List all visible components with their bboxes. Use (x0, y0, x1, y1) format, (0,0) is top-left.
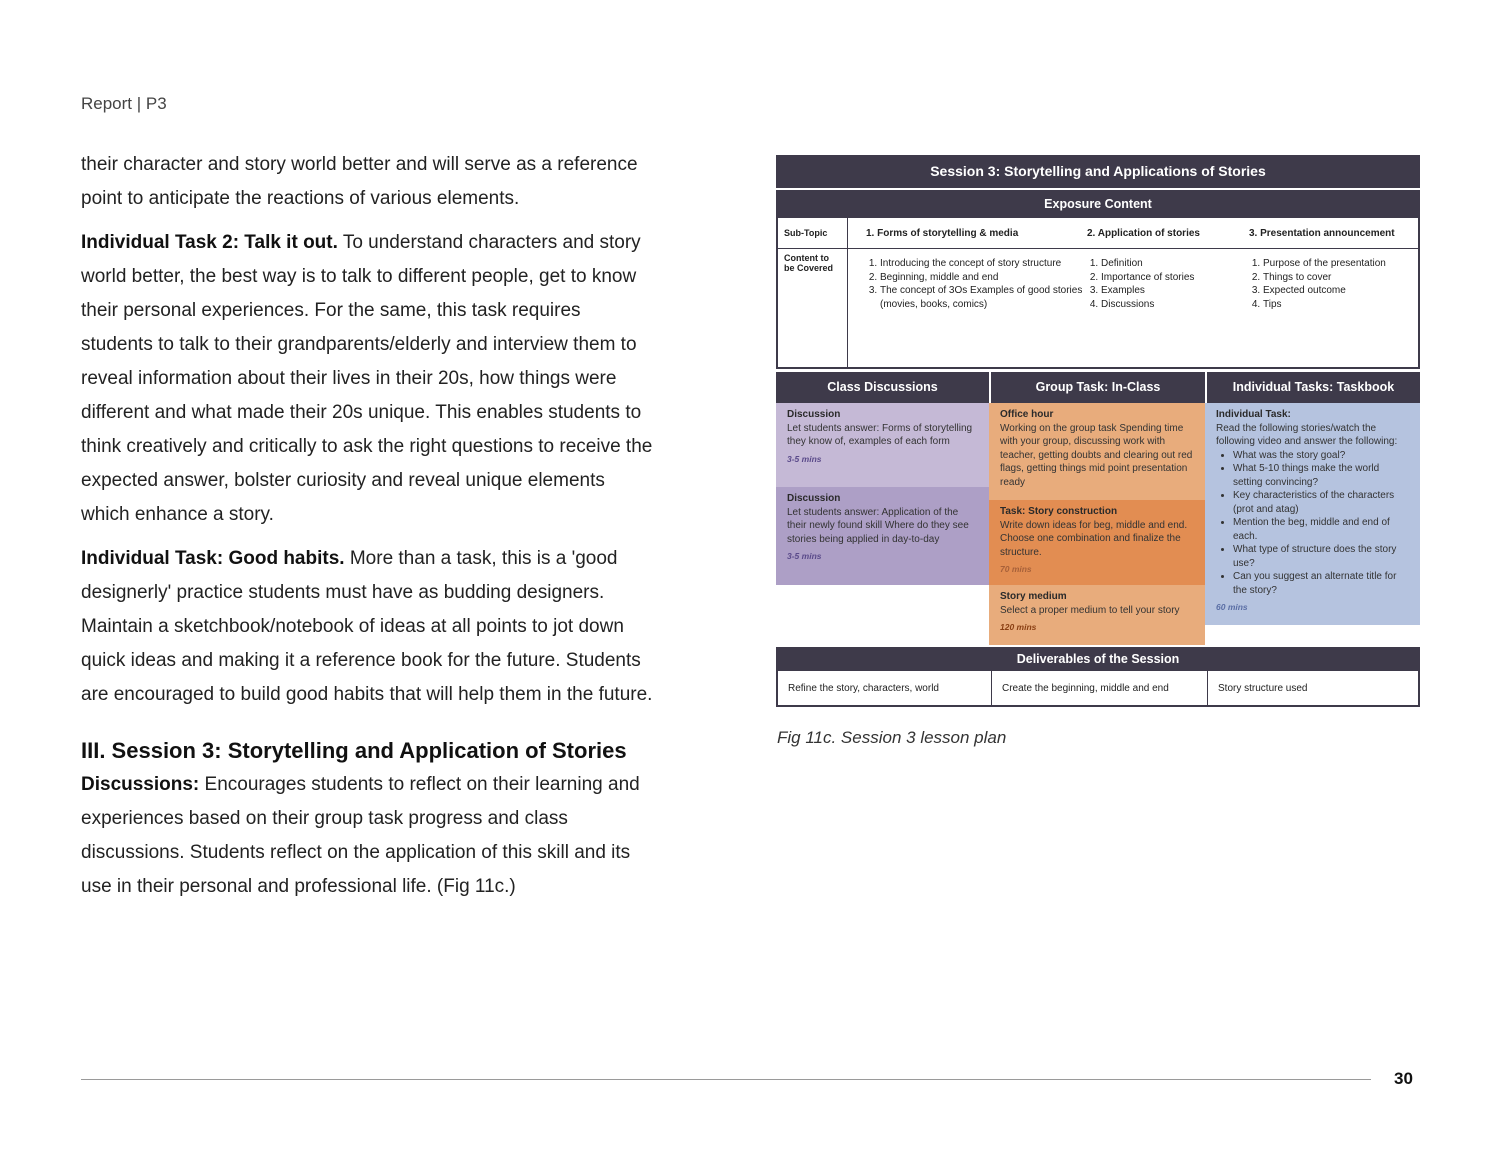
list-item: • What 5-10 things make the world setting convincing? (1233, 462, 1410, 489)
block-text: Select a proper medium to tell your story (1000, 604, 1180, 616)
class-discussions-header: Class Discussions (776, 372, 989, 403)
list-item: • Mention the beg, middle and end of each. (1233, 516, 1410, 543)
exposure-title: Exposure Content (776, 190, 1420, 218)
story-construction-block (989, 500, 1205, 585)
block-text: Let students answer: Application of the their newly found skill Where do they see stories being applied in day-to-day (787, 506, 969, 545)
lesson-plan-figure (776, 155, 1420, 707)
list-item: 2. Things to cover (1263, 271, 1418, 285)
activities-grid (776, 372, 1420, 645)
block-title: Task: Story construction (1000, 506, 1118, 517)
list-item: 1. Introducing the concept of story structure (880, 257, 1087, 271)
block-time: 120 mins (1000, 622, 1037, 632)
discussion-block (776, 403, 989, 487)
paragraph-lead: Individual Task 2: Talk it out. (81, 232, 338, 253)
list-item: 3. Examples (1101, 284, 1249, 298)
content-list (1087, 257, 1249, 367)
group-task-header: Group Task: In-Class (989, 372, 1205, 403)
list-item: 2. Importance of stories (1101, 271, 1249, 285)
footer-rule (81, 1079, 1371, 1080)
block-title: Individual Task: (1216, 409, 1291, 420)
discussion-block (776, 487, 989, 585)
block-text: Let students answer: Forms of storytelling they know of, examples of each form (787, 422, 973, 447)
paragraph-talk-it-out (81, 226, 656, 532)
paragraph-text: To understand characters and story world better, the best way is to talk to different people, get to know their personal experiences. For the same, this task requires students to talk to their grandparents/elderly and interview them to reveal information about their lives in their 20s, how things were different and what made their 20s unique. This enables students to think creatively and critically to ask the right questions to receive the expected answer, bolster curiosity and reveal unique elements which enhance a story. (81, 232, 653, 525)
figure-title: Session 3: Storytelling and Applications of Stories (776, 155, 1420, 188)
deliverables-title: Deliverables of the Session (776, 647, 1420, 671)
deliverables-row (776, 671, 1420, 707)
content-list (1249, 257, 1418, 367)
paragraph-text: Encourages students to reflect on their learning and experiences based on their group task progress and class discussions. Students reflect on the application of this skill and its use in their personal and professional life. (Fig 11c.) (81, 774, 640, 897)
content-row (848, 249, 1418, 367)
list-item: 4. Tips (1263, 298, 1418, 312)
subtopic-row (848, 218, 1418, 249)
list-item: 3. The concept of 3Os Examples of good stories (movies, books, comics) (880, 284, 1087, 311)
individual-tasks-header: Individual Tasks: Taskbook (1205, 372, 1420, 403)
list-item: • Can you suggest an alternate title for the story? (1233, 570, 1410, 597)
content-label: Content to be Covered (778, 249, 848, 367)
individual-tasks-column (1205, 403, 1420, 645)
block-time: 3-5 mins (787, 551, 822, 561)
group-task-column (989, 403, 1205, 645)
paragraph-discussions (81, 768, 656, 904)
story-medium-block (989, 585, 1205, 645)
page-number: 30 (1394, 1069, 1413, 1088)
block-time: 3-5 mins (787, 453, 822, 464)
block-text: Read the following stories/watch the following video and answer the following: (1216, 422, 1398, 447)
block-text: Working on the group task Spending time with your group, discussing work with teacher, getting doubts and clearing out red flags, getting things mid point presentation ready (1000, 422, 1193, 488)
list-item: 4. Discussions (1101, 298, 1249, 312)
deliverable-cell: Story structure used (1207, 671, 1422, 705)
block-title: Office hour (1000, 409, 1054, 420)
block-time: 70 mins (1000, 564, 1032, 574)
individual-task-block (1205, 403, 1420, 625)
deliverable-cell: Create the beginning, middle and end (991, 671, 1207, 705)
list-item: • What type of structure does the story use? (1233, 543, 1410, 570)
office-hour-block (989, 403, 1205, 500)
section-heading: III. Session 3: Storytelling and Application of Stories (81, 738, 627, 763)
block-text: Write down ideas for beg, middle and end. Choose one combination and finalize the structure. (1000, 519, 1188, 558)
subtopic-cell: 1. Forms of storytelling & media (866, 227, 1019, 239)
block-title: Discussion (787, 493, 841, 504)
content-list (866, 257, 1087, 367)
subtopic-label: Sub-Topic (778, 218, 848, 249)
paragraph-lead: Discussions: (81, 774, 200, 795)
body-text (81, 148, 656, 914)
block-title: Story medium (1000, 591, 1067, 602)
list-item: 1. Purpose of the presentation (1263, 257, 1418, 271)
subtopic-cell: 2. Application of stories (1087, 227, 1200, 239)
list-item: 3. Expected outcome (1263, 284, 1418, 298)
exposure-table (776, 218, 1420, 369)
list-item: • Key characteristics of the characters (prot and atag) (1233, 489, 1410, 516)
paragraph-good-habits (81, 542, 656, 712)
paragraph-text: More than a task, this is a 'good designerly' practice students must have as budding designers. Maintain a sketchbook/notebook of ideas at all points to jot down quick ideas and making it a reference book for the future. Students are encouraged to build good habits that will help them in the future. (81, 548, 653, 705)
list-item: 2. Beginning, middle and end (880, 271, 1087, 285)
block-title: Discussion (787, 409, 841, 420)
running-header: Report | P3 (81, 94, 167, 113)
task-list (1216, 449, 1410, 598)
paragraph-1: their character and story world better and will serve as a reference point to anticipate the reactions of various elements. (81, 154, 638, 209)
paragraph-lead: Individual Task: Good habits. (81, 548, 345, 569)
list-item: 1. Definition (1101, 257, 1249, 271)
class-discussions-column (776, 403, 989, 645)
list-item: • What was the story goal? (1233, 449, 1410, 463)
figure-caption: Fig 11c. Session 3 lesson plan (777, 728, 1007, 747)
subtopic-cell: 3. Presentation announcement (1249, 227, 1395, 239)
deliverable-cell: Refine the story, characters, world (788, 682, 939, 694)
block-time: 60 mins (1216, 602, 1248, 612)
